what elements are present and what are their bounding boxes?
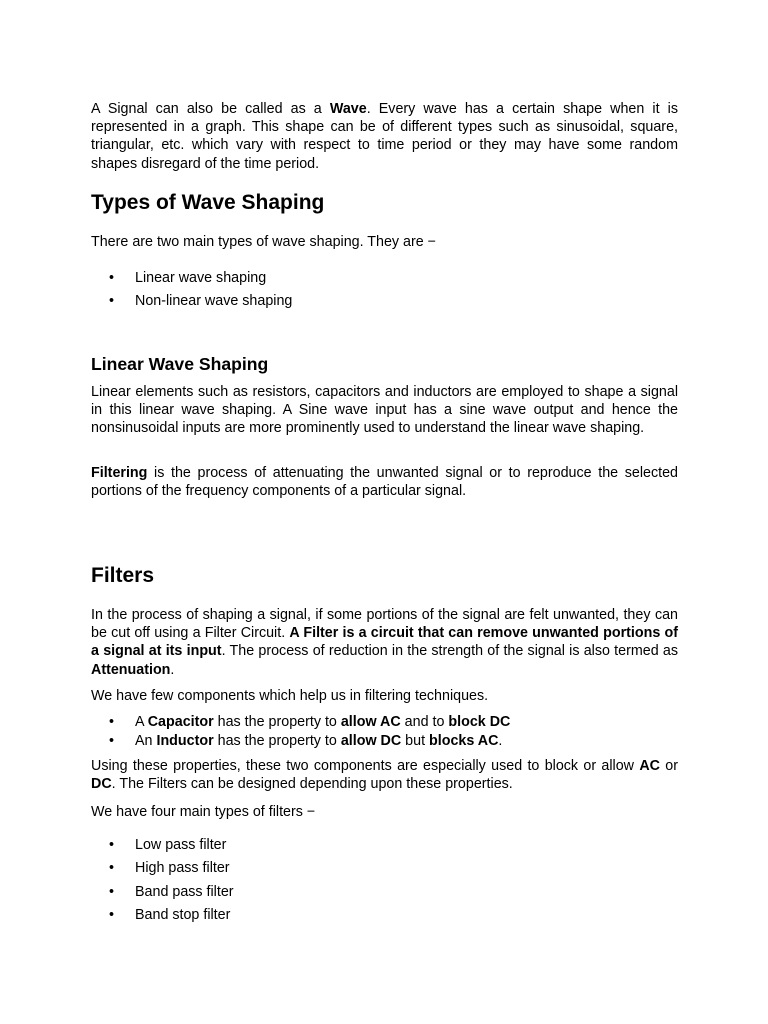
list-item bbox=[91, 732, 678, 751]
bullet-icon: • bbox=[109, 293, 115, 309]
properties-bold-ac: AC bbox=[639, 758, 660, 774]
comp1-bold-block: block DC bbox=[448, 714, 511, 730]
bullet-icon: • bbox=[109, 270, 115, 286]
bullet-icon: • bbox=[109, 883, 115, 900]
intro-bold-wave: Wave bbox=[329, 101, 367, 117]
list-item-label: Band pass filter bbox=[135, 883, 234, 900]
comp2-text-3: but bbox=[401, 732, 430, 749]
filters-text-2: . The process of reduction in the strength of the signal is also termed as bbox=[221, 643, 679, 660]
list-item bbox=[91, 290, 678, 313]
filters-bold-attenuation: Attenuation bbox=[91, 661, 171, 678]
list-item-label: Low pass filter bbox=[135, 837, 227, 853]
filter-types-lead: We have four main types of filters − bbox=[91, 804, 316, 820]
filters-heading: Filters bbox=[91, 564, 155, 587]
types-heading: Types of Wave Shaping bbox=[91, 191, 325, 214]
filter-types-list bbox=[91, 834, 678, 927]
filters-bold-definition: A Filter is a circuit that can remove unwanted portions of a signal at its input bbox=[91, 625, 678, 660]
filters-text-3: . bbox=[170, 661, 175, 678]
types-list bbox=[91, 267, 678, 313]
list-item-label: Band stop filter bbox=[135, 906, 231, 923]
list-item bbox=[91, 857, 678, 880]
list-item-label: Non-linear wave shaping bbox=[135, 293, 293, 309]
properties-text-2: or bbox=[659, 758, 678, 774]
comp2-text-2: has the property to bbox=[213, 732, 341, 749]
comp2-bold-block: blocks AC bbox=[429, 732, 499, 749]
list-item bbox=[91, 881, 678, 904]
comp1-text-3: and to bbox=[400, 714, 449, 730]
list-item bbox=[91, 834, 678, 857]
components-lead: We have few components which help us in filtering techniques. bbox=[91, 688, 489, 704]
linear-heading: Linear Wave Shaping bbox=[91, 354, 269, 374]
list-item bbox=[91, 713, 678, 732]
properties-paragraph bbox=[91, 757, 678, 793]
filtering-paragraph bbox=[91, 464, 678, 500]
bullet-icon: • bbox=[109, 714, 115, 730]
intro-paragraph bbox=[91, 100, 678, 173]
filters-paragraph bbox=[91, 606, 678, 679]
comp2-text-4: . bbox=[498, 732, 503, 749]
properties-text-3: . The Filters can be designed depending upon these properties. bbox=[111, 776, 513, 793]
list-item bbox=[91, 267, 678, 290]
comp1-text-2: has the property to bbox=[213, 714, 341, 730]
comp1-bold-allow: allow AC bbox=[340, 714, 401, 730]
comp1-bold-capacitor: Capacitor bbox=[147, 714, 214, 730]
components-list bbox=[91, 713, 678, 750]
list-item-label: High pass filter bbox=[135, 860, 230, 877]
properties-text: Using these properties, these two components are especially used to block or allow bbox=[91, 758, 640, 774]
filters-text: In the process of shaping a signal, if some portions of the signal are felt unwanted, they can be cut off using a Filter Circuit. bbox=[91, 607, 678, 642]
linear-paragraph: Linear elements such as resistors, capacitors and inductors are employed to shape a signal in this linear wave shaping. A Sine wave input has a sine wave output and hence the nonsinusoidal inputs are more prominently used to understand the linear wave shaping. bbox=[91, 384, 678, 437]
types-lead: There are two main types of wave shaping. They are − bbox=[91, 234, 437, 250]
filtering-bold: Filtering bbox=[91, 465, 148, 481]
filtering-text: is the process of attenuating the unwanted signal or to reproduce the selected portions of the frequency components of a particular signal. bbox=[91, 465, 678, 500]
bullet-icon: • bbox=[109, 732, 115, 749]
list-item bbox=[91, 904, 678, 927]
intro-text-rest: . Every wave has a certain shape when it is represented in a graph. This shape can be of different types such as sinusoidal, square, triangular, etc. which vary with respect to time period or they may have some random shapes disregard of the time period. bbox=[91, 101, 678, 172]
comp2-text: An bbox=[135, 732, 157, 749]
list-item-label: Linear wave shaping bbox=[135, 270, 267, 286]
properties-bold-dc: DC bbox=[91, 776, 112, 793]
bullet-icon: • bbox=[109, 837, 115, 853]
intro-text: A Signal can also be called as a bbox=[91, 101, 330, 117]
comp2-bold-allow: allow DC bbox=[340, 732, 402, 749]
bullet-icon: • bbox=[109, 906, 115, 923]
bullet-icon: • bbox=[109, 860, 115, 877]
comp1-text: A bbox=[135, 714, 148, 730]
comp2-bold-inductor: Inductor bbox=[156, 732, 214, 749]
